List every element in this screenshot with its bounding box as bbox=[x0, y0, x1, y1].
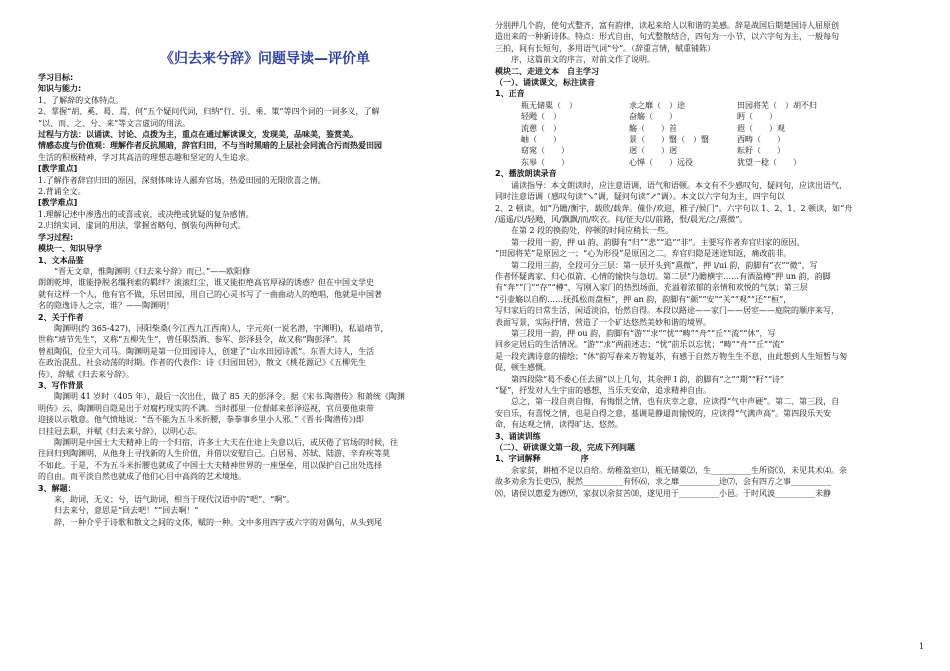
text-line: 不如此。于是，不为五斗米折腰也就成了中国士大夫精神世界的一座堡垒，用以保护自己出处选择 bbox=[38, 460, 382, 470]
page-number: 1 bbox=[918, 642, 924, 651]
text-line: 第二段用三韵，全段可分三层：第一层开头到“熹微”，押 i/ui 韵，韵脚有“衣”“微”，写 bbox=[511, 260, 818, 270]
text-line: “疑”，抒发对人生宇宙的感想，当乐天安命，追求精神自由。 bbox=[495, 386, 712, 395]
text-line: 世称“靖节先生”，又称“五柳先生”，曾任职祭酒、参军、彭泽县令，故又称“陶彭泽”。其 bbox=[38, 335, 351, 345]
text-line: 第三段用一韵，押 ou 韵，韵脚有“游”“求”“忧”“畴”“舟”“丘”“流”“休”，写 bbox=[511, 328, 776, 338]
section-heading: [教学重点] bbox=[38, 164, 78, 174]
text-line: 回乡定居后的生活情况。“游”“求”两前述志；“忧”前乐以忘忧；“畴”“舟”“丘”“流” bbox=[495, 340, 785, 350]
section-heading: 模块二、走进文本 自主学习 bbox=[495, 66, 599, 76]
text-line: 迎接以示敬意。他气愤地说：“吾不能为五斗米折腰，拳拳事乡里小人邪。”《晋书·陶潜传》)即 bbox=[38, 415, 364, 425]
section-heading: 学习过程: bbox=[38, 232, 74, 242]
text-line: “田园将芜”是原因之一；“心为形役”是原因之二。弃官归隐是迷途知返，痛改前非。 bbox=[495, 249, 792, 259]
text-line: 故多劝余为长吏⑸，脱然__________有怀⑹，求之靡__________途⑺，会有四方之事__________ bbox=[495, 477, 831, 487]
pronunciation-item: 窈窕（ ） bbox=[521, 146, 569, 156]
text-line: ⑻，诸侯以惠爱为德⑼，家叔以余贫苦⑽，遂见用于__________小邑。于时风波__________未静 bbox=[495, 488, 831, 498]
text-line: /遥遥/以/轻飏，风/飘飘/而/吹衣。问/征夫/以/前路，恨/晨光/之/熹微”。 bbox=[495, 214, 748, 224]
pronunciation-item: 迥（ ）迥 bbox=[629, 146, 677, 156]
right-bottom-text bbox=[495, 168, 920, 499]
text-line: 日挂冠去职，并赋《归去来兮辞》，以明心志。 bbox=[38, 426, 202, 436]
pronunciation-item: 耘耔（ ） bbox=[737, 146, 785, 156]
text-line: 安自乐，有喜悦之情，也是自得之意，基调是静逼而愉悦的，应读得“气满声高”。第四段乐天安 bbox=[495, 408, 832, 418]
text-line: 传》，辞赋《归去来兮辞》。 bbox=[38, 369, 134, 379]
right-top-text bbox=[495, 20, 920, 100]
section-heading: 1、文本品鉴 bbox=[38, 255, 84, 265]
section-heading: 2、播放朗读录音 bbox=[495, 169, 557, 179]
text-line: 诵读指导：本文朗读时，应注意语调，语气和语顿。本文有不少感叹句、疑问句，应读出语气， bbox=[511, 180, 847, 190]
text-line: 第四段除“曷不委心任去留”以上几句，其余押 I 韵，韵脚有“之”“期”“籽”“诗” bbox=[511, 374, 785, 384]
left-column bbox=[38, 72, 470, 528]
text-line: 表面写景，实际抒情，营造了一个矿达悠然美妙和谐的境界。 bbox=[495, 317, 711, 327]
section-heading: 模块一、知识导学 bbox=[38, 244, 102, 254]
text-line: 三拍，间有长短句，多用语气词“兮”。（辞重言情，赋重铺陈） bbox=[495, 43, 716, 53]
text-line: 有“奔”“门”“存”“樽”，写刚入家门的热烈场面，充溢着浓郁的亲情和欢悦的气氛；第三层 bbox=[495, 283, 808, 293]
pronunciation-item: 流憩（ ） bbox=[521, 123, 561, 133]
section-heading: 过程与方法：以诵读、讨论、点拨为主，重点在通过解读课文，发现美，品味美，鉴赏美。 bbox=[38, 130, 358, 140]
pronunciation-item: 遐（ ）观 bbox=[737, 123, 785, 133]
pronunciation-item: 眄（ ） bbox=[737, 112, 777, 122]
pronunciation-item: 景（ ）翳（ ）翳 bbox=[629, 135, 709, 145]
text-line: 陶渊明 41 岁时（405 年），最后一次出仕，做了 85 天的彭泽令。据《宋书.陶潜传》和萧统《陶渊 bbox=[54, 392, 405, 402]
text-line: 的自由。而平淡自然也就成了他们心目中高尚的艺术境地。 bbox=[38, 472, 246, 482]
section-heading: 学习目标: bbox=[38, 73, 74, 82]
text-line: 陶渊明(约 365-427)，浔阳柴桑(今江西九江西南)人，字元亮(一说名潜，字渊明)，私谥靖节， bbox=[54, 323, 389, 333]
section-heading: 3、写作背景 bbox=[38, 380, 84, 390]
text-line: 作者怀疑离家、归心似箭、心情的愉快与急切。第二层“乃瞻横宇……有酒盈樽”押 un 韵，韵脚 bbox=[495, 271, 831, 281]
section-heading: 1、正音 bbox=[495, 89, 525, 99]
text-line: “晋无文章，惟陶渊明《归去来兮辞》而已。”——欧阳修 bbox=[54, 266, 251, 276]
pronunciation-item: 犹望一稔（ ） bbox=[737, 157, 801, 167]
text-line: 2.归纳实词、虚词的用法，掌握省略句、倒装句两种句式。 bbox=[38, 221, 246, 231]
text-line: 在政治混乱、社会动荡的时期。作者的代表作：诗《归园田居》，散文《桃花源记》《五柳先生 bbox=[38, 358, 366, 368]
text-line: 生活的积极精神，学习其高洁的理想志趣和坚定的人生追求。 bbox=[38, 152, 254, 162]
section-heading: （一）、诵读课文，标注读音 bbox=[495, 78, 595, 88]
text-line: 名的隐逸诗人之宗，谁？——陶渊明！ bbox=[38, 301, 174, 311]
text-line: 在第 2 段的换韵处，停顿的时间应稍长一些。 bbox=[511, 226, 674, 236]
text-line: “引壶觞以自酌……抚孤松而盘桓”，押 an 韵，韵脚有“颜”“安”“关”“观”“还”“桓”， bbox=[495, 294, 792, 304]
text-line: 归去来兮，意思是“回去吧！”“回去啊！” bbox=[54, 506, 199, 516]
text-line: 促，顿生感慨。 bbox=[495, 363, 551, 373]
text-line: 同时注意语调（感叹句读“↘”调，疑问句读“↗”调）。本文以六字句为主，四字句以 bbox=[495, 192, 785, 202]
section-heading: （二）、研读课文第一段，完成下列问题 bbox=[495, 443, 635, 453]
text-line: 造出来的一种新诗体。特点：形式自由，句式整散结合，四句为一小节，以六字句为主，一般每句 bbox=[495, 32, 839, 42]
text-line: 1.了解作者辞官归田的原因，深刻体味诗人鄙弃官场，热爱田园的无限欣喜之情。 bbox=[38, 175, 326, 185]
pronunciation-item: 西畴（ ） bbox=[737, 135, 785, 145]
document-title: 《归去来兮辞》问题导读—评价单 bbox=[160, 51, 370, 67]
pronunciation-grid bbox=[521, 100, 920, 168]
pronunciation-item: 东皋（ ） bbox=[521, 157, 569, 167]
text-line: 辞，一种介乎于诗歌和散文之间的文体，赋的一种。文中多用四字或六字的对偶句，从头到尾 bbox=[54, 517, 382, 527]
text-line: 1、了解辞的文体特点。 bbox=[38, 95, 124, 105]
section-heading: 3、诵读训练 bbox=[495, 431, 541, 441]
section-heading: 1、字词解释 序 bbox=[495, 454, 589, 464]
pronunciation-item: 心惮（ ）远役 bbox=[629, 157, 693, 167]
text-line: 陶渊明是中国士大夫精神上的一个归宿，许多士大夫在仕途上失意以后，或厌倦了官场的时候，往 bbox=[54, 438, 398, 447]
text-line: 余家贫，耕植不足以自给。幼稚盈室⑴，瓶无储粟⑵，生__________生所资⑶，未见其术⑷。亲 bbox=[511, 465, 847, 475]
text-line: 往回归到陶渊明，从他身上寻找新的人生价值，并借以安慰自己。白居易、苏轼、陆游、辛弃疾等莫 bbox=[38, 449, 390, 459]
text-line: 2.背诵全文。 bbox=[38, 187, 86, 197]
pronunciation-item: 觞（ ）首 bbox=[629, 123, 677, 133]
text-line: 明传》云，陶渊明自隐是出于对腐朽现实的不满。当时郡里一位督邮来彭泽巡视，官员要他束带 bbox=[38, 403, 374, 413]
text-line: 朗朗乾坤，谁能挣脱名缰利索的羁绊？滚滚红尘，谁又能拒绝高官厚禄的诱惑？但在中国文学史 bbox=[38, 278, 374, 288]
text-line: 曾祖陶侃，位至大司马。陶渊明是第一位田园诗人，创建了“山水田园诗派”。东晋大诗人，生活 bbox=[38, 346, 375, 356]
text-line: 1.理解记述中渗透出的或喜或哀，或决绝或犹疑的复杂感情。 bbox=[38, 209, 254, 219]
pronunciation-item: 求之靡（ ）途 bbox=[629, 100, 685, 110]
pronunciation-item: 轻飏（ ） bbox=[521, 112, 561, 122]
section-heading: 2、关于作者 bbox=[38, 312, 84, 322]
text-line: 命，有达观之情，读得旷达、悠然。 bbox=[495, 420, 623, 430]
pronunciation-item: 瓶无储粟（ ） bbox=[521, 100, 577, 110]
text-line: 是一段充满诗意的描绘；“休”韵写春来万物复苏，有感于自然万物生生不息，由此想到人生短暂与匆 bbox=[495, 351, 848, 361]
text-line: 总之，第一段自责自悔，有悔恨之情，也有庆幸之意，应读得“气中声硬”。第二、第三段，自 bbox=[511, 397, 840, 407]
right-column bbox=[495, 20, 920, 499]
pronunciation-item: 岫（ ） bbox=[521, 135, 561, 145]
text-line: “以、而、之、兮、来”等文言虚词的用法。 bbox=[38, 118, 191, 128]
text-line: 序，这篇前文的序言，对前文作了说明。 bbox=[511, 55, 655, 65]
pronunciation-item: 田园将芜（ ）胡不归 bbox=[737, 100, 817, 110]
text-line: 分别押几个韵，使句式整齐，富有韵律，读起来给人以和谐的美感。辞是战国后期楚国诗人屈原创 bbox=[495, 21, 839, 30]
section-heading: [教学难点] bbox=[38, 198, 78, 208]
pronunciation-item: 奋觞（ ） bbox=[629, 112, 677, 122]
text-line: 2、掌握“胡、奚、曷、焉、何”五个疑问代词，归纳“行、引、乘、策”等四个词的一词多义，了解 bbox=[38, 107, 380, 117]
section-heading: 知识与能力: bbox=[38, 84, 82, 94]
text-line: 2、2 顿读，如“乃瞻/衡宇，载欣/载奔。僮仆/欢迎，稚子/候门”。六字句以 1、2、1、2 顿读，如“舟 bbox=[495, 203, 853, 213]
section-heading: 情感态度与价值观：理解作者反抗黑暗，辞官归田，不与当时黑暗的上层社会同流合污而热爱田园 bbox=[38, 141, 382, 151]
text-line: 就有这样一个人，他有官不做，乐居田园，用自己的心灵书写了一曲曲动人的绝唱，他就是中国著 bbox=[38, 289, 382, 299]
text-line: 第一段用一韵，押 ui 韵，韵脚有“归”“悲”“追”“非”。主要写作者弃官归家的原因。 bbox=[511, 237, 805, 247]
text-line: 写归家后的日常生活，闲适淡泊，怡然自得。本段以路途——家门——居室——庭院的顺序来写， bbox=[495, 306, 839, 316]
text-line: 来，助词，无义；兮，语气助词，相当于现代汉语中的“吧”、“啊”。 bbox=[54, 495, 295, 505]
section-heading: 3、解题： bbox=[38, 483, 76, 493]
